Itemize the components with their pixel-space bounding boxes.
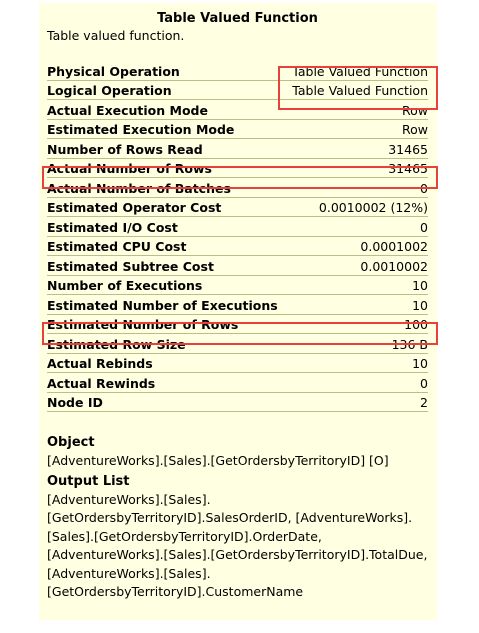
property-key: Logical Operation (47, 83, 172, 98)
property-value: Table Valued Function (292, 63, 428, 79)
property-key: Estimated Execution Mode (47, 122, 235, 137)
property-key: Node ID (47, 395, 103, 410)
property-row-actual-number-of-rows (47, 159, 428, 179)
property-key: Actual Execution Mode (47, 102, 208, 118)
property-key: Estimated Number of Executions (47, 297, 278, 313)
property-value: 100 (404, 317, 428, 332)
property-key: Estimated CPU Cost (47, 239, 187, 254)
property-row-number-of-rows-read (47, 139, 428, 159)
tooltip-description: Table valued function. (47, 28, 185, 43)
property-key: Estimated Number of Rows (47, 317, 239, 332)
property-row-estimated-io-cost (47, 217, 428, 237)
property-key: Estimated Subtree Cost (47, 258, 214, 274)
property-value: 0 (420, 180, 428, 196)
property-value: 0 (420, 375, 428, 391)
property-value: 136 B (391, 336, 428, 352)
property-value: 0 (420, 219, 428, 235)
output-list-line: [AdventureWorks].[Sales].[GetOrdersbyTerritoryID].TotalDue, (47, 547, 428, 562)
property-row-estimated-number-of-rows (47, 315, 428, 335)
object-line: [AdventureWorks].[Sales].[GetOrdersbyTerritoryID] [O] (47, 453, 389, 468)
property-row-actual-rewinds (47, 373, 428, 393)
object-value (47, 452, 432, 471)
property-row-actual-rebinds (47, 354, 428, 374)
property-key: Actual Rewinds (47, 375, 156, 391)
output-list-line: [AdventureWorks].[Sales]. (47, 491, 211, 507)
property-row-actual-number-of-batches (47, 178, 428, 198)
property-key: Actual Rebinds (47, 356, 153, 371)
property-value: 2 (420, 395, 428, 410)
object-title: Object (47, 435, 95, 450)
output-list-value (47, 491, 432, 602)
property-value: 0.0010002 (12%) (318, 200, 428, 215)
operator-tooltip (39, 3, 437, 620)
properties-table (47, 61, 428, 412)
property-value: 10 (412, 356, 428, 371)
output-list-line: [GetOrdersbyTerritoryID].SalesOrderID, [AdventureWorks]. (47, 510, 413, 525)
object-section (47, 434, 432, 471)
property-value: Row (402, 122, 428, 137)
property-key: Actual Number of Batches (47, 180, 231, 196)
output-list-line: [AdventureWorks].[Sales]. (47, 565, 211, 581)
property-row-physical-operation (47, 61, 428, 81)
property-row-estimated-subtree-cost (47, 256, 428, 276)
property-value: 0.0010002 (360, 258, 428, 274)
property-row-node-id (47, 393, 428, 413)
property-row-estimated-number-of-executions (47, 295, 428, 315)
tooltip-title: Table Valued Function (157, 11, 318, 26)
output-list-section (47, 473, 432, 602)
property-value: 10 (412, 278, 428, 293)
property-value: 31465 (388, 141, 428, 157)
property-value: Table Valued Function (292, 83, 428, 98)
output-list-line: [GetOrdersbyTerritoryID].CustomerName (47, 584, 304, 599)
property-key: Physical Operation (47, 63, 180, 79)
property-value: 0.0001002 (360, 239, 428, 254)
property-key: Estimated Operator Cost (47, 200, 222, 215)
property-key: Estimated I/O Cost (47, 219, 178, 235)
output-list-title: Output List (47, 473, 130, 489)
property-key: Number of Executions (47, 278, 203, 293)
property-row-estimated-operator-cost (47, 198, 428, 218)
property-row-number-of-executions (47, 276, 428, 296)
property-row-estimated-row-size (47, 334, 428, 354)
property-key: Number of Rows Read (47, 141, 203, 157)
property-row-actual-execution-mode (47, 100, 428, 120)
property-value: Row (402, 102, 428, 118)
property-value: 10 (412, 297, 428, 313)
property-value: 31465 (388, 161, 428, 176)
property-row-estimated-cpu-cost (47, 237, 428, 257)
property-key: Actual Number of Rows (47, 161, 212, 176)
property-key: Estimated Row Size (47, 336, 186, 352)
property-row-logical-operation (47, 81, 428, 101)
property-row-estimated-execution-mode (47, 120, 428, 140)
output-list-line: [Sales].[GetOrdersbyTerritoryID].OrderDate, (47, 528, 322, 544)
